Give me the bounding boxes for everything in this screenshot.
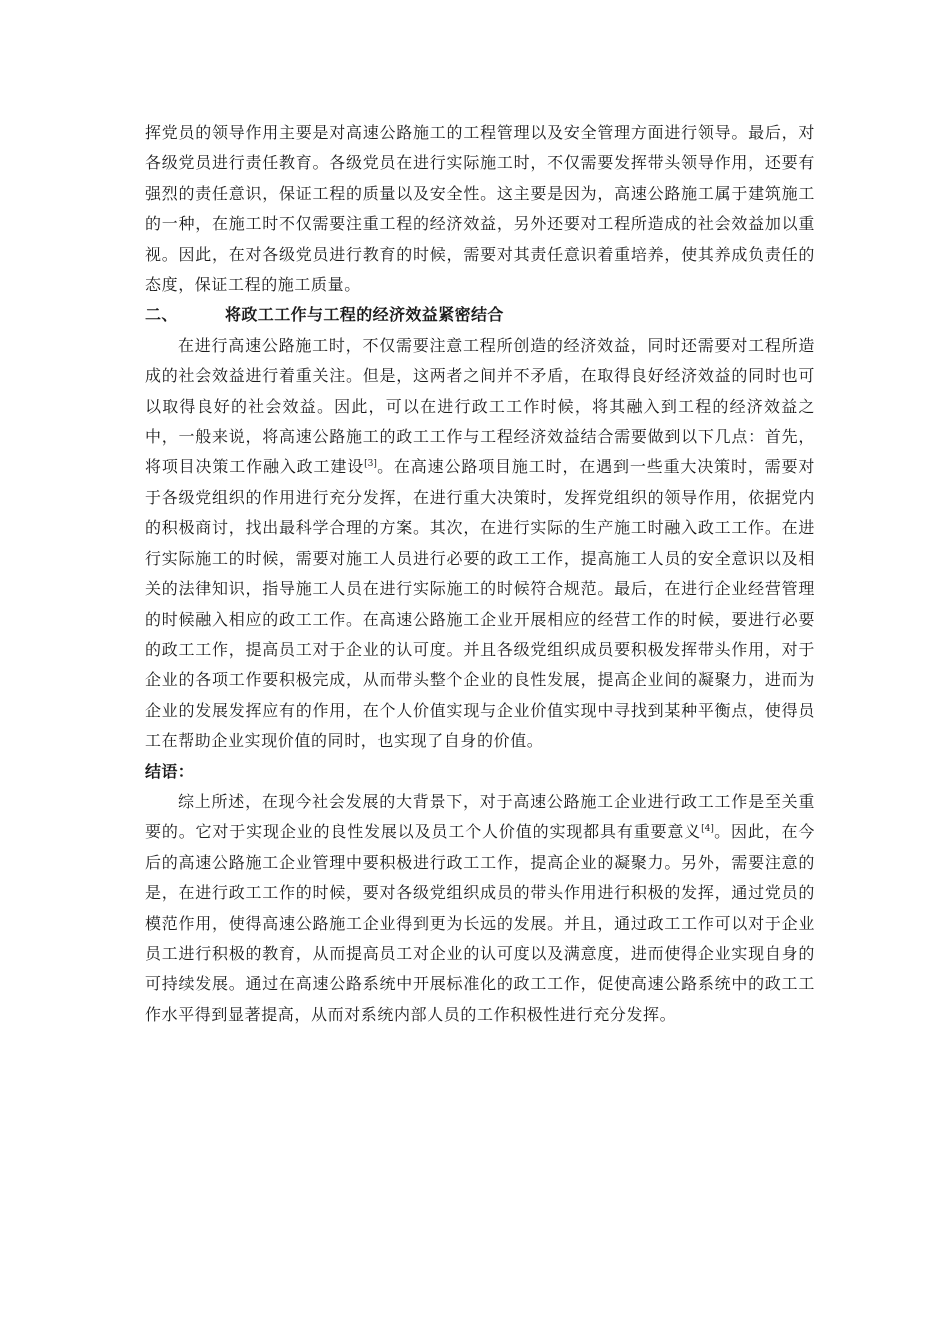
section-2-text-b: 。在高速公路项目施工时，在遇到一些重大决策时，需要对于各级党组织的作用进行充分发挥，在进行重大决策时，发挥党组织的领导作用，依据党内的积极商讨，找出最科学合理的方案。其次，在进行实际的生产施工时融入政工工作。在进行实际施工的时候，需要对施工人员进行必要的政工工作，提高施工人员的安全意识以及相关的法律知识，指导施工人员在进行实际施工的时候符合规范。最后，在进行企业经营管理的时候融入相应的政工工作。在高速公路施工企业开展相应的经营工作的时候，要进行必要的政工工作，提高员工对于企业的认可度。并且各级党组织成员要积极发挥带头作用，对于企业的各项工作要积极完成，从而带头整个企业的良性发展，提高企业间的凝聚力，进而为企业的发展发挥应有的作用，在个人价值实现与企业价值实现中寻找到某种平衡点，使得员工在帮助企业实现价值的同时，也实现了自身的价值。 (145, 457, 815, 751)
conclusion-paragraph (145, 787, 815, 1030)
citation-3: [3] (364, 459, 377, 470)
section-number: 二、 (145, 305, 178, 325)
conclusion-heading: 结语： (145, 761, 195, 781)
conclusion-text-a: 综上所述，在现今社会发展的大背景下，对于高速公路施工企业进行政工工作是至关重要的。它对于实现企业的良性发展以及员工个人价值的实现都具有重要意义 (145, 791, 815, 842)
section-2-text-a: 在进行高速公路施工时，不仅需要注意工程所创造的经济效益，同时还需要对工程所造成的社会效益进行着重关注。但是，这两者之间并不矛盾，在取得良好经济效益的同时也可以取得良好的社会效益。因此，可以在进行政工工作时候，将其融入到工程的经济效益之中，一般来说，将高速公路施工的政工工作与工程经济效益结合需要做到以下几点：首先，将项目决策工作融入政工建设 (145, 335, 815, 477)
document-page (145, 118, 815, 1030)
section-heading-2 (145, 300, 815, 330)
section-2-paragraph (145, 331, 815, 757)
citation-4: [4] (701, 824, 714, 835)
conclusion-text-b: 。因此，在今后的高速公路施工企业管理中要积极进行政工工作，提高企业的凝聚力。另外，需要注意的是，在进行政工工作的时候，要对各级党组织成员的带头作用进行积极的发挥，通过党员的模范作用，使得高速公路施工企业得到更为长远的发展。并且，通过政工工作可以对于企业员工进行积极的教育，从而提高员工对企业的认可度以及满意度，进而使得企业实现自身的可持续发展。通过在高速公路系统中开展标准化的政工工作，促使高速公路系统中的政工工作水平得到显著提高，从而对系统内部人员的工作积极性进行充分发挥。 (145, 822, 815, 1024)
section-title: 将政工工作与工程的经济效益紧密结合 (225, 305, 504, 325)
paragraph-continued: 挥党员的领导作用主要是对高速公路施工的工程管理以及安全管理方面进行领导。最后，对各级党员进行责任教育。各级党员在进行实际施工时，不仅需要发挥带头领导作用，还要有强烈的责任意识，保证工程的质量以及安全性。这主要是因为，高速公路施工属于建筑施工的一种，在施工时不仅需要注重工程的经济效益，另外还要对工程所造成的社会效益加以重视。因此，在对各级党员进行教育的时候，需要对其责任意识着重培养，使其养成负责任的态度，保证工程的施工质量。 (145, 123, 815, 295)
